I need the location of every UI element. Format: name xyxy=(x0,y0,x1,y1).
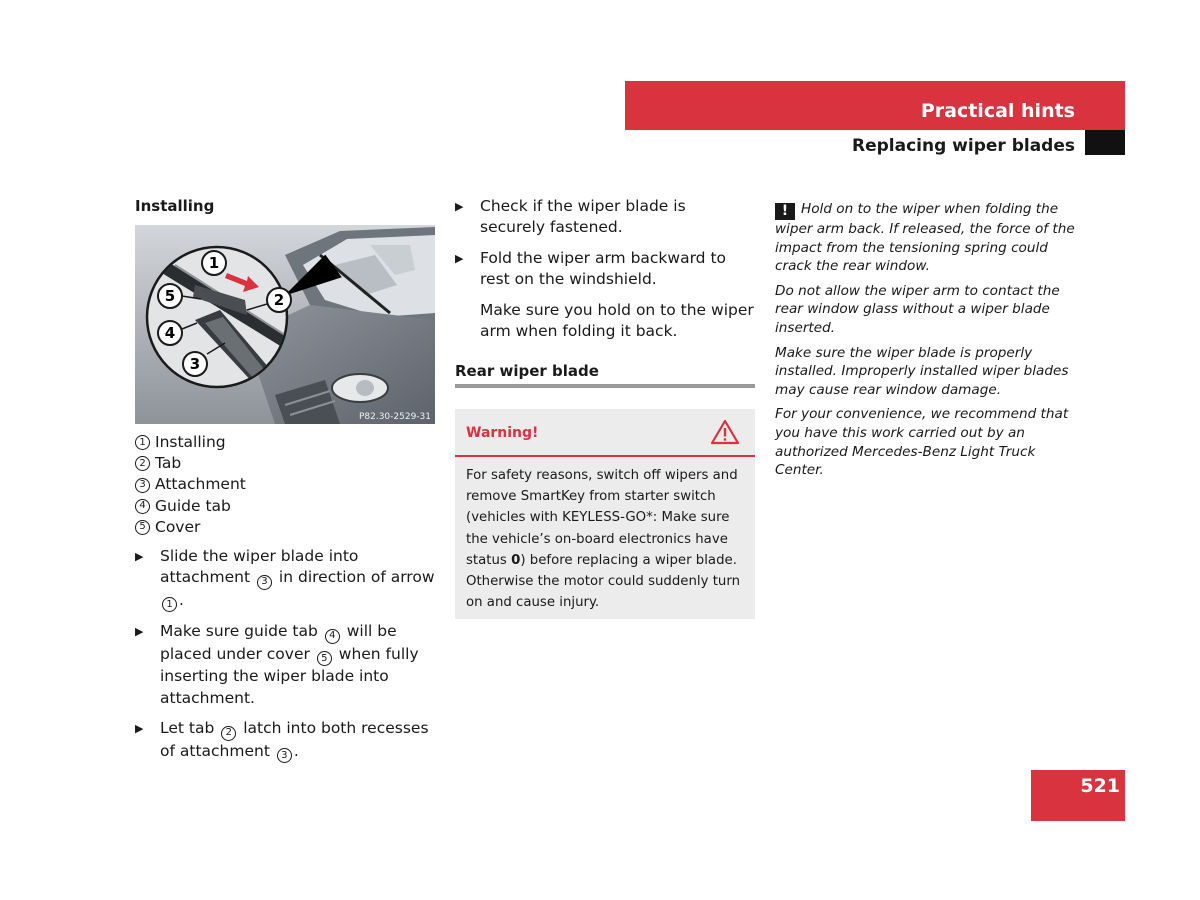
page-number: 521 xyxy=(1080,775,1120,797)
legend-item xyxy=(135,496,435,517)
exclamation-box-icon: ! xyxy=(775,203,795,220)
instruction-step xyxy=(455,196,755,239)
rear-wiper-heading: Rear wiper blade xyxy=(455,362,599,380)
warning-text: For safety reasons, switch off wipers and remove SmartKey from starter switch (vehicles with KEYLESS-GO*: Make sure the vehicle’s on-board electronics have status 0) before replacing a wiper blade. Otherwise the motor could suddenly turn on and cause injury. xyxy=(466,468,741,611)
legend-label: Installing xyxy=(155,433,226,451)
callout-number: 4 xyxy=(325,629,340,644)
legend-label: Tab xyxy=(155,454,182,473)
triangle-bullet-icon: ▶ xyxy=(135,722,144,736)
status-value: 0 xyxy=(511,552,521,568)
legend-item xyxy=(135,453,435,474)
svg-text:5: 5 xyxy=(164,287,176,305)
step-text: Fold the wiper arm backward to rest on the windshield. xyxy=(480,248,727,289)
step-text: . xyxy=(293,741,299,760)
svg-text:1: 1 xyxy=(208,254,220,272)
svg-text:4: 4 xyxy=(164,324,176,342)
section-divider xyxy=(455,384,755,388)
svg-text:2: 2 xyxy=(273,291,285,309)
triangle-bullet-icon: ▶ xyxy=(455,251,464,265)
callout-number: 3 xyxy=(135,478,150,493)
notice-paragraph: Do not allow the wiper arm to contact the rear window glass without a wiper blade inserted. xyxy=(775,282,1060,336)
notes-column xyxy=(775,200,1080,486)
subsection-title: Replacing wiper blades xyxy=(851,136,1075,156)
instruction-step xyxy=(135,621,435,709)
legend-item xyxy=(135,517,435,538)
step-note: Make sure you hold on to the wiper arm when folding it back. xyxy=(480,300,754,341)
step-text: when fully inserting the wiper blade into attachment. xyxy=(160,644,419,707)
legend-label: Attachment xyxy=(155,475,246,494)
check-steps xyxy=(455,196,755,351)
step-text: latch into both recesses of attachment xyxy=(160,719,429,760)
wiper-illustration xyxy=(135,225,435,424)
triangle-bullet-icon: ▶ xyxy=(455,200,464,213)
section-title: Practical hints xyxy=(920,100,1075,122)
svg-text:3: 3 xyxy=(189,355,201,373)
callout-number: 5 xyxy=(317,651,332,666)
warning-triangle-icon xyxy=(710,419,740,445)
wiper-installation-figure xyxy=(135,225,435,424)
step-text: Slide the wiper blade into attachment xyxy=(160,547,359,587)
figure-legend xyxy=(135,432,435,538)
notice-paragraph: ! Hold on to the wiper when folding the wiper arm back. If released, the force of the impact from the tensioning spring could crack the rear window. xyxy=(775,201,1075,275)
installing-steps xyxy=(135,546,435,772)
callout-number: 5 xyxy=(135,520,150,535)
step-text: Make sure guide tab xyxy=(160,622,318,641)
callout-number: 1 xyxy=(162,597,177,612)
callout-number: 2 xyxy=(221,726,236,741)
installing-heading: Installing xyxy=(135,197,215,215)
triangle-bullet-icon: ▶ xyxy=(135,550,144,563)
legend-item xyxy=(135,432,435,453)
step-text: will be placed under cover xyxy=(160,622,397,663)
step-text: Check if the wiper blade is securely fastened. xyxy=(480,197,686,237)
callout-number: 2 xyxy=(135,456,150,471)
callout-number: 4 xyxy=(135,499,150,514)
notice-paragraph: For your convenience, we recommend that you have this work carried out by an authorized Mercedes-Benz Light Truck Center. xyxy=(775,406,1069,479)
step-text: Let tab xyxy=(160,719,215,738)
legend-item xyxy=(135,474,435,495)
notice-paragraph: Make sure the wiper blade is properly installed. Improperly installed wiper blades may cause rear window damage. xyxy=(775,344,1069,398)
instruction-step xyxy=(455,248,755,343)
header-tab-marker xyxy=(1085,130,1125,155)
step-text: . xyxy=(179,590,184,609)
callout-number: 3 xyxy=(277,748,292,763)
callout-number: 1 xyxy=(135,435,150,450)
figure-code: P82.30-2529-31 xyxy=(358,412,431,422)
callout-number: 3 xyxy=(257,575,272,590)
instruction-step xyxy=(135,718,435,763)
legend-label: Cover xyxy=(155,517,201,536)
legend-label: Guide tab xyxy=(155,496,231,515)
instruction-step xyxy=(135,546,435,612)
warning-label: Warning! xyxy=(466,425,539,441)
step-text: in direction of arrow xyxy=(278,568,435,587)
triangle-bullet-icon: ▶ xyxy=(135,625,144,639)
warning-header xyxy=(455,409,755,457)
warning-box xyxy=(455,409,755,619)
